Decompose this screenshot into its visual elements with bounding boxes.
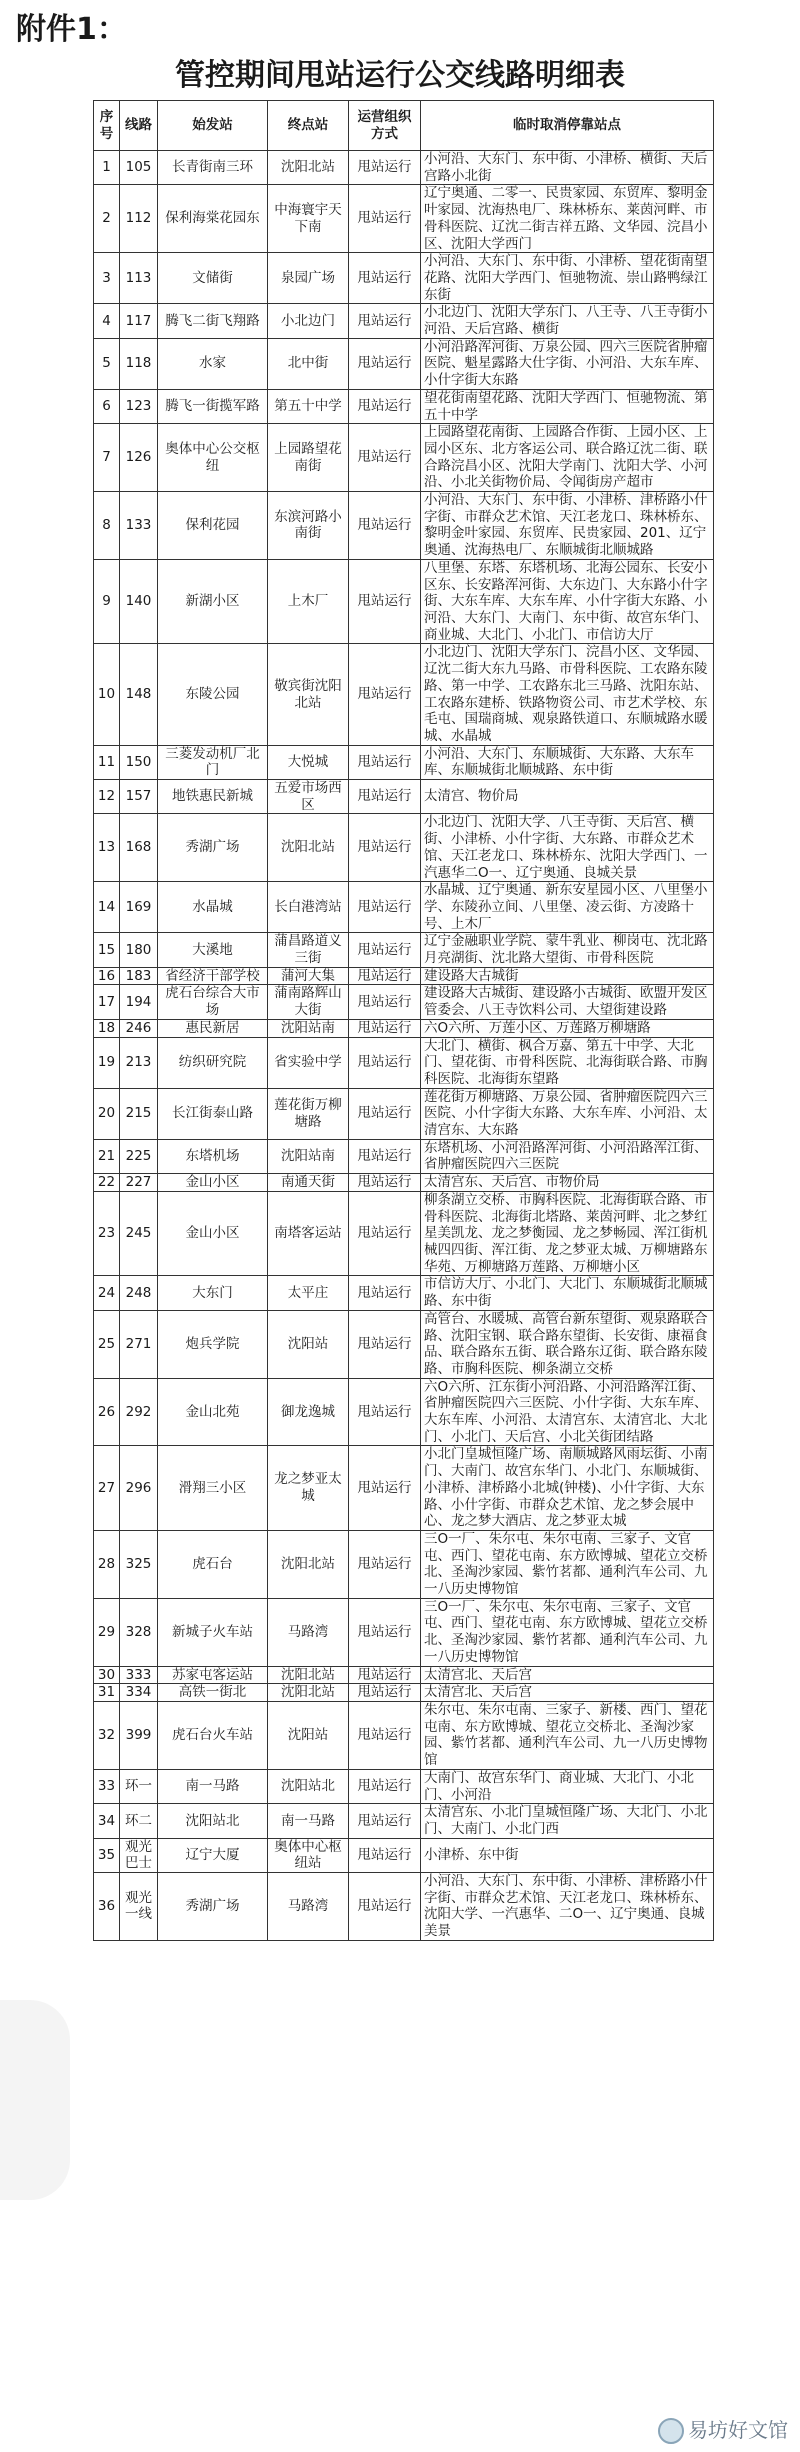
cell-no: 26	[94, 1378, 120, 1446]
cell-stops: 六O六所、江东街小河沿路、小河沿路浑江街、省肿瘤医院四六三医院、小什字街、大东车库、大东车库、小河沿、太清宫东、太清宫北、大北门、小北门、天后宫、小北关街团结路	[421, 1378, 714, 1446]
cell-stops: 上园路望花南街、上园路合作街、上园小区、上园小区东、北方客运公司、联合路辽沈二街、联合路浣昌小区、沈阳大学南门、沈阳大学、小河沿、小北关街物价局、令闻街房产超市	[421, 424, 714, 492]
cell-end: 马路湾	[268, 1873, 349, 1941]
cell-no: 32	[94, 1701, 120, 1769]
cell-mode: 甩站运行	[349, 151, 421, 185]
cell-line: 180	[120, 933, 158, 967]
cell-end: 敬宾街沈阳北站	[268, 644, 349, 745]
table-row	[94, 1873, 714, 1941]
cell-line: 194	[120, 985, 158, 1019]
cell-no: 13	[94, 814, 120, 882]
cell-stops: 大南门、故宫东华门、商业城、大北门、小北门、小河沿	[421, 1769, 714, 1803]
cell-mode: 甩站运行	[349, 780, 421, 814]
cell-end: 南塔客运站	[268, 1191, 349, 1276]
cell-line: 225	[120, 1139, 158, 1173]
cell-end: 沈阳站北	[268, 1769, 349, 1803]
cell-start: 南一马路	[158, 1769, 268, 1803]
cell-end: 御龙逸城	[268, 1378, 349, 1446]
cell-start: 保利海棠花园东	[158, 185, 268, 253]
table-row	[94, 1446, 714, 1531]
cell-mode: 甩站运行	[349, 1666, 421, 1684]
cell-no: 6	[94, 389, 120, 423]
cell-line: 328	[120, 1598, 158, 1666]
cell-stops: 三O一厂、朱尔屯、朱尔屯南、三家子、文官屯、西门、望花屯南、东方欧博城、望花立交桥北、圣淘沙家园、紫竹茗都、通利汽车公司、九一八历史博物馆	[421, 1598, 714, 1666]
cell-no: 17	[94, 985, 120, 1019]
table-row	[94, 1310, 714, 1378]
cell-mode: 甩站运行	[349, 1446, 421, 1531]
cell-stops: 小北边门、沈阳大学东门、浣昌小区、文华园、辽沈二街大东九马路、市骨科医院、工农路东陵路、第一中学、工农路东北三马路、沈阳东站、工农路东建桥、铁路物资公司、市艺术学校、东毛屯、国瑞商城、观泉路铁道口、东顺城路水暖城、水晶城	[421, 644, 714, 745]
cell-no: 28	[94, 1530, 120, 1598]
cell-end: 五爱市场西区	[268, 780, 349, 814]
table-row	[94, 1701, 714, 1769]
header-start: 始发站	[158, 101, 268, 151]
cell-start: 水家	[158, 338, 268, 389]
cell-mode: 甩站运行	[349, 424, 421, 492]
cell-line: 123	[120, 389, 158, 423]
cell-line: 296	[120, 1446, 158, 1531]
cell-mode: 甩站运行	[349, 1701, 421, 1769]
table-row	[94, 933, 714, 967]
cell-start: 滑翔三小区	[158, 1446, 268, 1531]
cell-line: 325	[120, 1530, 158, 1598]
cell-start: 腾飞二街飞翔路	[158, 304, 268, 338]
cell-line: 118	[120, 338, 158, 389]
cell-start: 高铁一街北	[158, 1684, 268, 1702]
cell-line: 133	[120, 492, 158, 560]
cell-line: 292	[120, 1378, 158, 1446]
cell-stops: 市信访大厅、小北门、大北门、东顺城街北顺城路、东中街	[421, 1276, 714, 1310]
cell-mode: 甩站运行	[349, 1139, 421, 1173]
cell-line: 观光一线	[120, 1873, 158, 1941]
cell-start: 秀湖广场	[158, 1873, 268, 1941]
cell-no: 30	[94, 1666, 120, 1684]
table-row	[94, 1276, 714, 1310]
header-stops: 临时取消停靠站点	[421, 101, 714, 151]
table-row	[94, 253, 714, 304]
cell-no: 2	[94, 185, 120, 253]
cell-mode: 甩站运行	[349, 745, 421, 779]
cell-no: 16	[94, 967, 120, 985]
cell-end: 上园路望花南街	[268, 424, 349, 492]
cell-end: 沈阳站南	[268, 1139, 349, 1173]
cell-end: 南一马路	[268, 1804, 349, 1838]
cell-end: 中海寰宇天下南	[268, 185, 349, 253]
cell-end: 奥体中心枢纽站	[268, 1838, 349, 1872]
cell-end: 沈阳北站	[268, 1684, 349, 1702]
cell-end: 北中街	[268, 338, 349, 389]
cell-end: 南通天街	[268, 1174, 349, 1192]
cell-end: 莲花街万柳塘路	[268, 1088, 349, 1139]
cell-start: 虎石台综合大市场	[158, 985, 268, 1019]
cell-stops: 柳条湖立交桥、市胸科医院、北海街联合路、市骨科医院、北海街北塔路、莱茵河畔、北之梦红星美凯龙、龙之梦衡园、龙之梦畅园、浑江街机械四四街、浑江街、龙之梦亚太城、万柳塘路东华苑、万柳塘路万莲路、万柳塘小区	[421, 1191, 714, 1276]
cell-no: 18	[94, 1019, 120, 1037]
cell-no: 24	[94, 1276, 120, 1310]
cell-end: 沈阳北站	[268, 1666, 349, 1684]
header-line: 线路	[120, 101, 158, 151]
table-row	[94, 1598, 714, 1666]
cell-end: 沈阳北站	[268, 814, 349, 882]
cell-stops: 朱尔屯、朱尔屯南、三家子、新楼、西门、望花屯南、东方欧博城、望花立交桥北、圣淘沙家园、紫竹茗都、通利汽车公司、九一八历史博物馆	[421, 1701, 714, 1769]
cell-start: 大东门	[158, 1276, 268, 1310]
cell-end: 第五十中学	[268, 389, 349, 423]
cell-start: 新湖小区	[158, 559, 268, 644]
cell-mode: 甩站运行	[349, 1804, 421, 1838]
table-row	[94, 1019, 714, 1037]
cell-no: 1	[94, 151, 120, 185]
cell-stops: 小北边门、沈阳大学、八王寺街、天后宫、横街、小津桥、小什字街、大东路、市群众艺术馆、天江老龙口、珠林桥东、沈阳大学西门、一汽惠华二O一、辽宁奥通、良城关景	[421, 814, 714, 882]
cell-mode: 甩站运行	[349, 185, 421, 253]
cell-mode: 甩站运行	[349, 1598, 421, 1666]
cell-no: 12	[94, 780, 120, 814]
cell-line: 观光巴士	[120, 1838, 158, 1872]
cell-mode: 甩站运行	[349, 644, 421, 745]
cell-line: 215	[120, 1088, 158, 1139]
cell-end: 太平庄	[268, 1276, 349, 1310]
table-row	[94, 1666, 714, 1684]
cell-mode: 甩站运行	[349, 1530, 421, 1598]
cell-start: 秀湖广场	[158, 814, 268, 882]
cell-start: 长青街南三环	[158, 151, 268, 185]
cell-start: 金山小区	[158, 1191, 268, 1276]
cell-start: 惠民新居	[158, 1019, 268, 1037]
cell-stops: 太清宫东、小北门皇城恒隆广场、大北门、小北门、大南门、小北门西	[421, 1804, 714, 1838]
table-row	[94, 559, 714, 644]
cell-line: 246	[120, 1019, 158, 1037]
cell-start: 奥体中心公交枢纽	[158, 424, 268, 492]
cell-no: 10	[94, 644, 120, 745]
cell-mode: 甩站运行	[349, 814, 421, 882]
cell-stops: 建设路大古城街、建设路小古城街、欧盟开发区管委会、八王寺饮料公司、大望街建设路	[421, 985, 714, 1019]
table-row	[94, 492, 714, 560]
cell-start: 三菱发动机厂北门	[158, 745, 268, 779]
cell-line: 248	[120, 1276, 158, 1310]
cell-start: 虎石台火车站	[158, 1701, 268, 1769]
table-row	[94, 338, 714, 389]
cell-line: 环二	[120, 1804, 158, 1838]
cell-no: 21	[94, 1139, 120, 1173]
cell-start: 金山小区	[158, 1174, 268, 1192]
cell-stops: 高管台、水暖城、高管台新东望街、观泉路联合路、沈阳宝钢、联合路东望街、长安街、康福食品、联合路东五街、联合路东辽街、联合路东陵路、市胸科医院、柳条湖立交桥	[421, 1310, 714, 1378]
cell-end: 沈阳站	[268, 1701, 349, 1769]
table-row	[94, 967, 714, 985]
cell-end: 蒲南路辉山大街	[268, 985, 349, 1019]
decorative-shade	[0, 2000, 70, 2200]
cell-mode: 甩站运行	[349, 559, 421, 644]
cell-no: 3	[94, 253, 120, 304]
cell-mode: 甩站运行	[349, 1191, 421, 1276]
cell-no: 36	[94, 1873, 120, 1941]
cell-mode: 甩站运行	[349, 253, 421, 304]
cell-stops: 六O六所、万莲小区、万莲路万柳塘路	[421, 1019, 714, 1037]
cell-start: 辽宁大厦	[158, 1838, 268, 1872]
cell-line: 168	[120, 814, 158, 882]
cell-start: 虎石台	[158, 1530, 268, 1598]
cell-end: 上木厂	[268, 559, 349, 644]
cell-stops: 大北门、横街、枫合万嘉、第五十中学、大北门、望花街、市骨科医院、北海街联合路、市胸科医院、北海街东望路	[421, 1037, 714, 1088]
cell-end: 大悦城	[268, 745, 349, 779]
cell-no: 25	[94, 1310, 120, 1378]
cell-stops: 莲花街万柳塘路、万泉公园、省肿瘤医院四六三医院、小什字街大东路、大东车库、小河沿、太清宫东、大东路	[421, 1088, 714, 1139]
cell-stops: 小津桥、东中街	[421, 1838, 714, 1872]
cell-no: 9	[94, 559, 120, 644]
cell-no: 22	[94, 1174, 120, 1192]
table-row	[94, 1838, 714, 1872]
cell-end: 小北边门	[268, 304, 349, 338]
cell-stops: 太清宫、物价局	[421, 780, 714, 814]
header-no: 序号	[94, 101, 120, 151]
cell-start: 东陵公园	[158, 644, 268, 745]
cell-stops: 辽宁金融职业学院、蒙牛乳业、柳岗屯、沈北路月亮湖街、沈北路大望街、市骨科医院	[421, 933, 714, 967]
cell-no: 19	[94, 1037, 120, 1088]
cell-line: 399	[120, 1701, 158, 1769]
cell-start: 长江街泰山路	[158, 1088, 268, 1139]
table-row	[94, 745, 714, 779]
cell-no: 31	[94, 1684, 120, 1702]
cell-no: 33	[94, 1769, 120, 1803]
cell-end: 沈阳北站	[268, 151, 349, 185]
cell-line: 117	[120, 304, 158, 338]
cell-no: 34	[94, 1804, 120, 1838]
cell-stops: 建设路大古城街	[421, 967, 714, 985]
cell-end: 马路湾	[268, 1598, 349, 1666]
cell-line: 333	[120, 1666, 158, 1684]
watermark-logo-icon	[658, 2418, 684, 2444]
cell-no: 29	[94, 1598, 120, 1666]
cell-start: 省经济干部学校	[158, 967, 268, 985]
cell-no: 11	[94, 745, 120, 779]
cell-stops: 太清宫北、天后宫	[421, 1684, 714, 1702]
cell-mode: 甩站运行	[349, 933, 421, 967]
table-row	[94, 985, 714, 1019]
cell-end: 沈阳站	[268, 1310, 349, 1378]
cell-mode: 甩站运行	[349, 1276, 421, 1310]
cell-end: 沈阳北站	[268, 1530, 349, 1598]
cell-stops: 太清宫北、天后宫	[421, 1666, 714, 1684]
cell-stops: 小河沿、大东门、东中街、小津桥、津桥路小什字街、市群众艺术馆、天江老龙口、珠林桥东、沈阳大学、一汽惠华、二O一、辽宁奥通、良城美景	[421, 1873, 714, 1941]
watermark-text: 易坊好文馆	[688, 2417, 788, 2442]
cell-mode: 甩站运行	[349, 1037, 421, 1088]
cell-line: 245	[120, 1191, 158, 1276]
header-mode: 运营组织方式	[349, 101, 421, 151]
cell-stops: 八里堡、东塔、东塔机场、北海公园东、长安小区东、长安路浑河街、大东边门、大东路小什字街、大东车库、大东车库、小什字街大东路、小河沿、大东门、大南门、东中街、故宫东华门、商业城、大北门、小北门、市信访大厅	[421, 559, 714, 644]
cell-no: 4	[94, 304, 120, 338]
cell-no: 14	[94, 882, 120, 933]
cell-no: 23	[94, 1191, 120, 1276]
cell-stops: 小河沿路浑河街、万泉公园、四六三医院省肿瘤医院、魁星露路大仕字街、小河沿、大东车库、小什字街大东路	[421, 338, 714, 389]
table-row	[94, 185, 714, 253]
cell-start: 新城子火车站	[158, 1598, 268, 1666]
table-row	[94, 151, 714, 185]
cell-line: 213	[120, 1037, 158, 1088]
cell-mode: 甩站运行	[349, 389, 421, 423]
cell-start: 水晶城	[158, 882, 268, 933]
cell-line: 183	[120, 967, 158, 985]
table-row	[94, 304, 714, 338]
cell-start: 腾飞一街揽军路	[158, 389, 268, 423]
table-row	[94, 1191, 714, 1276]
table-header-row	[94, 101, 714, 151]
table-row	[94, 1037, 714, 1088]
cell-start: 沈阳站北	[158, 1804, 268, 1838]
cell-stops: 小河沿、大东门、东顺城街、大东路、大东车库、东顺城街北顺城路、东中街	[421, 745, 714, 779]
table-row	[94, 1530, 714, 1598]
cell-no: 27	[94, 1446, 120, 1531]
cell-no: 15	[94, 933, 120, 967]
cell-mode: 甩站运行	[349, 985, 421, 1019]
table-row	[94, 1088, 714, 1139]
cell-mode: 甩站运行	[349, 1174, 421, 1192]
table-row	[94, 424, 714, 492]
cell-end: 长白港湾站	[268, 882, 349, 933]
cell-stops: 太清宫东、天后宫、市物价局	[421, 1174, 714, 1192]
cell-mode: 甩站运行	[349, 1769, 421, 1803]
cell-end: 沈阳站南	[268, 1019, 349, 1037]
table-row	[94, 814, 714, 882]
cell-start: 地铁惠民新城	[158, 780, 268, 814]
cell-line: 334	[120, 1684, 158, 1702]
cell-start: 苏家屯客运站	[158, 1666, 268, 1684]
cell-end: 龙之梦亚太城	[268, 1446, 349, 1531]
cell-mode: 甩站运行	[349, 1310, 421, 1378]
cell-line: 112	[120, 185, 158, 253]
cell-stops: 辽宁奥通、二零一、民贵家园、东贸库、黎明金叶家园、沈海热电厂、珠林桥东、莱茵河畔、市骨科医院、辽沈二街吉祥五路、文华园、浣昌小区、沈阳大学西门	[421, 185, 714, 253]
cell-stops: 小河沿、大东门、东中街、小津桥、津桥路小什字街、市群众艺术馆、天江老龙口、珠林桥东、黎明金叶家园、东贸库、民贵家园、201、辽宁奥通、沈海热电厂、东顺城街北顺城路	[421, 492, 714, 560]
cell-line: 环一	[120, 1769, 158, 1803]
page-title: 管控期间甩站运行公交线路明细表	[175, 58, 625, 93]
table-row	[94, 389, 714, 423]
cell-mode: 甩站运行	[349, 1873, 421, 1941]
cell-end: 蒲昌路道义三街	[268, 933, 349, 967]
cell-start: 文储街	[158, 253, 268, 304]
cell-mode: 甩站运行	[349, 1019, 421, 1037]
cell-line: 148	[120, 644, 158, 745]
cell-mode: 甩站运行	[349, 338, 421, 389]
cell-stops: 小河沿、大东门、东中街、小津桥、横街、天后宫路小北街	[421, 151, 714, 185]
watermark	[658, 2414, 788, 2445]
header-end: 终点站	[268, 101, 349, 151]
cell-line: 140	[120, 559, 158, 644]
table-row	[94, 1174, 714, 1192]
cell-line: 150	[120, 745, 158, 779]
cell-mode: 甩站运行	[349, 1684, 421, 1702]
cell-line: 227	[120, 1174, 158, 1192]
cell-stops: 三O一厂、朱尔屯、朱尔屯南、三家子、文官屯、西门、望花屯南、东方欧博城、望花立交桥北、圣淘沙家园、紫竹茗都、通利汽车公司、九一八历史博物馆	[421, 1530, 714, 1598]
table-row	[94, 882, 714, 933]
bus-route-table	[93, 100, 714, 1941]
table-row	[94, 1139, 714, 1173]
cell-no: 8	[94, 492, 120, 560]
cell-mode: 甩站运行	[349, 492, 421, 560]
table-row	[94, 1804, 714, 1838]
cell-line: 169	[120, 882, 158, 933]
cell-start: 东塔机场	[158, 1139, 268, 1173]
cell-no: 20	[94, 1088, 120, 1139]
cell-mode: 甩站运行	[349, 967, 421, 985]
cell-start: 金山北苑	[158, 1378, 268, 1446]
cell-mode: 甩站运行	[349, 1378, 421, 1446]
cell-line: 105	[120, 151, 158, 185]
cell-line: 157	[120, 780, 158, 814]
cell-stops: 小河沿、大东门、东中街、小津桥、望花街南望花路、沈阳大学西门、恒驰物流、崇山路鸭绿江东街	[421, 253, 714, 304]
cell-start: 纺织研究院	[158, 1037, 268, 1088]
table-row	[94, 780, 714, 814]
cell-stops: 水晶城、辽宁奥通、新东安星园小区、八里堡小学、东陵孙立间、八里堡、凌云街、方凌路十号、上木厂	[421, 882, 714, 933]
cell-line: 271	[120, 1310, 158, 1378]
cell-no: 7	[94, 424, 120, 492]
cell-end: 蒲河大集	[268, 967, 349, 985]
cell-mode: 甩站运行	[349, 304, 421, 338]
cell-line: 113	[120, 253, 158, 304]
cell-end: 省实验中学	[268, 1037, 349, 1088]
attachment-label: 附件1：	[16, 12, 127, 47]
cell-stops: 小北边门、沈阳大学东门、八王寺、八王寺街小河沿、天后宫路、横街	[421, 304, 714, 338]
cell-no: 35	[94, 1838, 120, 1872]
cell-mode: 甩站运行	[349, 1838, 421, 1872]
cell-end: 东滨河路小南街	[268, 492, 349, 560]
table-row	[94, 1684, 714, 1702]
table-row	[94, 644, 714, 745]
cell-no: 5	[94, 338, 120, 389]
cell-start: 保利花园	[158, 492, 268, 560]
cell-start: 大溪地	[158, 933, 268, 967]
table-row	[94, 1378, 714, 1446]
table-row	[94, 1769, 714, 1803]
cell-end: 泉园广场	[268, 253, 349, 304]
cell-start: 炮兵学院	[158, 1310, 268, 1378]
cell-line: 126	[120, 424, 158, 492]
cell-stops: 小北门皇城恒隆广场、南顺城路风雨坛街、小南门、大南门、故宫东华门、小北门、东顺城街、小津桥、津桥路小北城(钟楼)、小什字街、大东路、小什字街、市群众艺术馆、龙之梦会展中心、龙之梦大酒店、龙之梦亚太城	[421, 1446, 714, 1531]
cell-stops: 望花街南望花路、沈阳大学西门、恒驰物流、第五十中学	[421, 389, 714, 423]
cell-mode: 甩站运行	[349, 882, 421, 933]
cell-stops: 东塔机场、小河沿路浑河街、小河沿路浑江街、省肿瘤医院四六三医院	[421, 1139, 714, 1173]
cell-mode: 甩站运行	[349, 1088, 421, 1139]
